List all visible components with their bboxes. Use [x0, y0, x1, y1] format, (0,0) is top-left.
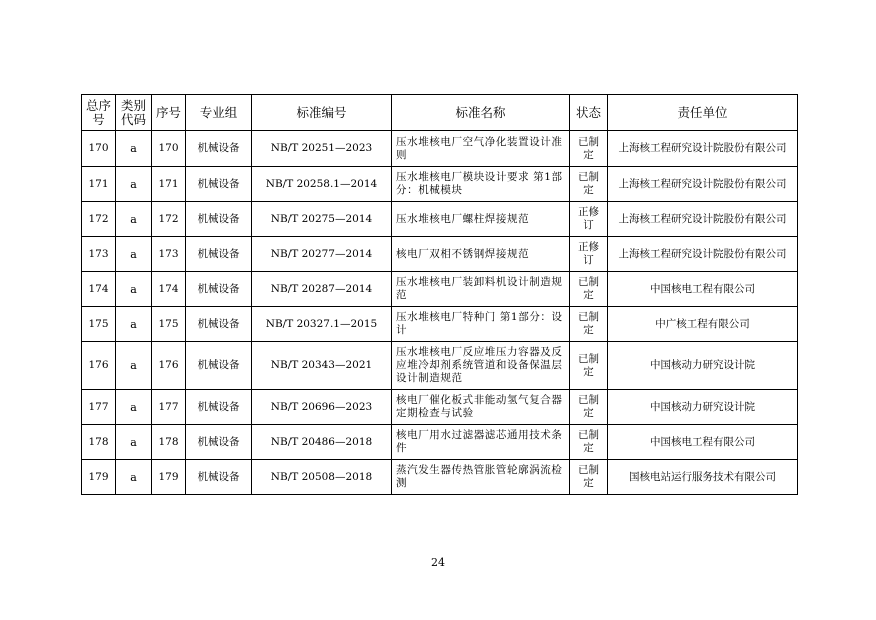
- cell-total-number: 175: [82, 307, 116, 342]
- cell-standard-code: NB/T 20287—2014: [252, 272, 392, 307]
- cell-specialty-group: 机械设备: [186, 237, 252, 272]
- cell-status: 已制定: [570, 307, 608, 342]
- cell-category-code: a: [116, 307, 152, 342]
- cell-standard-code: NB/T 20486—2018: [252, 425, 392, 460]
- cell-specialty-group: 机械设备: [186, 460, 252, 495]
- cell-standard-code: NB/T 20258.1—2014: [252, 167, 392, 202]
- cell-number: 178: [152, 425, 186, 460]
- table-row: [82, 237, 798, 272]
- cell-standard-name: 压水堆核电厂模块设计要求 第1部分：机械模块: [392, 167, 570, 202]
- cell-standard-name: 核电厂用水过滤器滤芯通用技术条件: [392, 425, 570, 460]
- cell-total-number: 177: [82, 390, 116, 425]
- cell-responsible-unit: 上海核工程研究设计院股份有限公司: [608, 237, 798, 272]
- cell-status: 已制定: [570, 390, 608, 425]
- cell-specialty-group: 机械设备: [186, 272, 252, 307]
- cell-total-number: 171: [82, 167, 116, 202]
- table-row: [82, 390, 798, 425]
- page-number: 24: [431, 556, 445, 569]
- table-row: [82, 425, 798, 460]
- cell-number: 176: [152, 342, 186, 390]
- cell-status: 已制定: [570, 460, 608, 495]
- cell-specialty-group: 机械设备: [186, 307, 252, 342]
- cell-standard-name: 压水堆核电厂反应堆压力容器及反应堆冷却剂系统管道和设备保温层设计制造规范: [392, 342, 570, 390]
- cell-status: 已制定: [570, 425, 608, 460]
- cell-specialty-group: 机械设备: [186, 167, 252, 202]
- cell-number: 170: [152, 131, 186, 167]
- cell-standard-code: NB/T 20696—2023: [252, 390, 392, 425]
- table-row: [82, 272, 798, 307]
- cell-specialty-group: 机械设备: [186, 131, 252, 167]
- cell-number: 177: [152, 390, 186, 425]
- cell-category-code: a: [116, 460, 152, 495]
- cell-category-code: a: [116, 237, 152, 272]
- header-responsible-unit: 责任单位: [608, 95, 798, 131]
- cell-number: 171: [152, 167, 186, 202]
- header-standard-name: 标准名称: [392, 95, 570, 131]
- cell-responsible-unit: 中国核电工程有限公司: [608, 425, 798, 460]
- table-row: [82, 202, 798, 237]
- cell-responsible-unit: 中国核电工程有限公司: [608, 272, 798, 307]
- cell-responsible-unit: 中国核动力研究设计院: [608, 342, 798, 390]
- cell-number: 174: [152, 272, 186, 307]
- table-row: [82, 342, 798, 390]
- cell-standard-name: 压水堆核电厂装卸料机设计制造规范: [392, 272, 570, 307]
- cell-total-number: 172: [82, 202, 116, 237]
- cell-standard-name: 核电厂催化板式非能动氢气复合器定期检查与试验: [392, 390, 570, 425]
- header-status: 状态: [570, 95, 608, 131]
- cell-status: 正修订: [570, 202, 608, 237]
- cell-status: 正修订: [570, 237, 608, 272]
- cell-standard-code: NB/T 20508—2018: [252, 460, 392, 495]
- cell-standard-code: NB/T 20343—2021: [252, 342, 392, 390]
- table-row: [82, 131, 798, 167]
- cell-responsible-unit: 上海核工程研究设计院股份有限公司: [608, 202, 798, 237]
- cell-specialty-group: 机械设备: [186, 202, 252, 237]
- cell-status: 已制定: [570, 272, 608, 307]
- cell-status: 已制定: [570, 342, 608, 390]
- cell-specialty-group: 机械设备: [186, 390, 252, 425]
- cell-total-number: 178: [82, 425, 116, 460]
- header-row: [82, 95, 798, 131]
- cell-standard-code: NB/T 20275—2014: [252, 202, 392, 237]
- cell-status: 已制定: [570, 167, 608, 202]
- cell-standard-code: NB/T 20327.1—2015: [252, 307, 392, 342]
- cell-category-code: a: [116, 131, 152, 167]
- cell-category-code: a: [116, 390, 152, 425]
- cell-category-code: a: [116, 425, 152, 460]
- header-standard-code: 标准编号: [252, 95, 392, 131]
- cell-total-number: 176: [82, 342, 116, 390]
- header-number: 序号: [152, 95, 186, 131]
- header-specialty-group: 专业组: [186, 95, 252, 131]
- cell-number: 175: [152, 307, 186, 342]
- cell-standard-name: 压水堆核电厂螺柱焊接规范: [392, 202, 570, 237]
- cell-standard-name: 核电厂双相不锈钢焊接规范: [392, 237, 570, 272]
- cell-category-code: a: [116, 342, 152, 390]
- cell-responsible-unit: 国核电站运行服务技术有限公司: [608, 460, 798, 495]
- cell-number: 172: [152, 202, 186, 237]
- table-row: [82, 460, 798, 495]
- cell-total-number: 170: [82, 131, 116, 167]
- table-row: [82, 307, 798, 342]
- cell-responsible-unit: 中广核工程有限公司: [608, 307, 798, 342]
- cell-number: 173: [152, 237, 186, 272]
- cell-category-code: a: [116, 167, 152, 202]
- cell-category-code: a: [116, 272, 152, 307]
- header-category-code: 类别代码: [116, 95, 152, 131]
- cell-responsible-unit: 上海核工程研究设计院股份有限公司: [608, 167, 798, 202]
- cell-category-code: a: [116, 202, 152, 237]
- table-row: [82, 167, 798, 202]
- cell-total-number: 173: [82, 237, 116, 272]
- table-body: [82, 131, 798, 495]
- cell-standard-code: NB/T 20251—2023: [252, 131, 392, 167]
- header-total-number: 总序号: [82, 95, 116, 131]
- cell-standard-name: 蒸汽发生器传热管胀管轮廓涡流检测: [392, 460, 570, 495]
- cell-number: 179: [152, 460, 186, 495]
- cell-specialty-group: 机械设备: [186, 425, 252, 460]
- cell-total-number: 174: [82, 272, 116, 307]
- cell-responsible-unit: 上海核工程研究设计院股份有限公司: [608, 131, 798, 167]
- cell-status: 已制定: [570, 131, 608, 167]
- standards-table: [81, 94, 798, 495]
- cell-total-number: 179: [82, 460, 116, 495]
- cell-responsible-unit: 中国核动力研究设计院: [608, 390, 798, 425]
- cell-standard-code: NB/T 20277—2014: [252, 237, 392, 272]
- cell-standard-name: 压水堆核电厂空气净化装置设计准则: [392, 131, 570, 167]
- cell-standard-name: 压水堆核电厂特种门 第1部分：设计: [392, 307, 570, 342]
- cell-specialty-group: 机械设备: [186, 342, 252, 390]
